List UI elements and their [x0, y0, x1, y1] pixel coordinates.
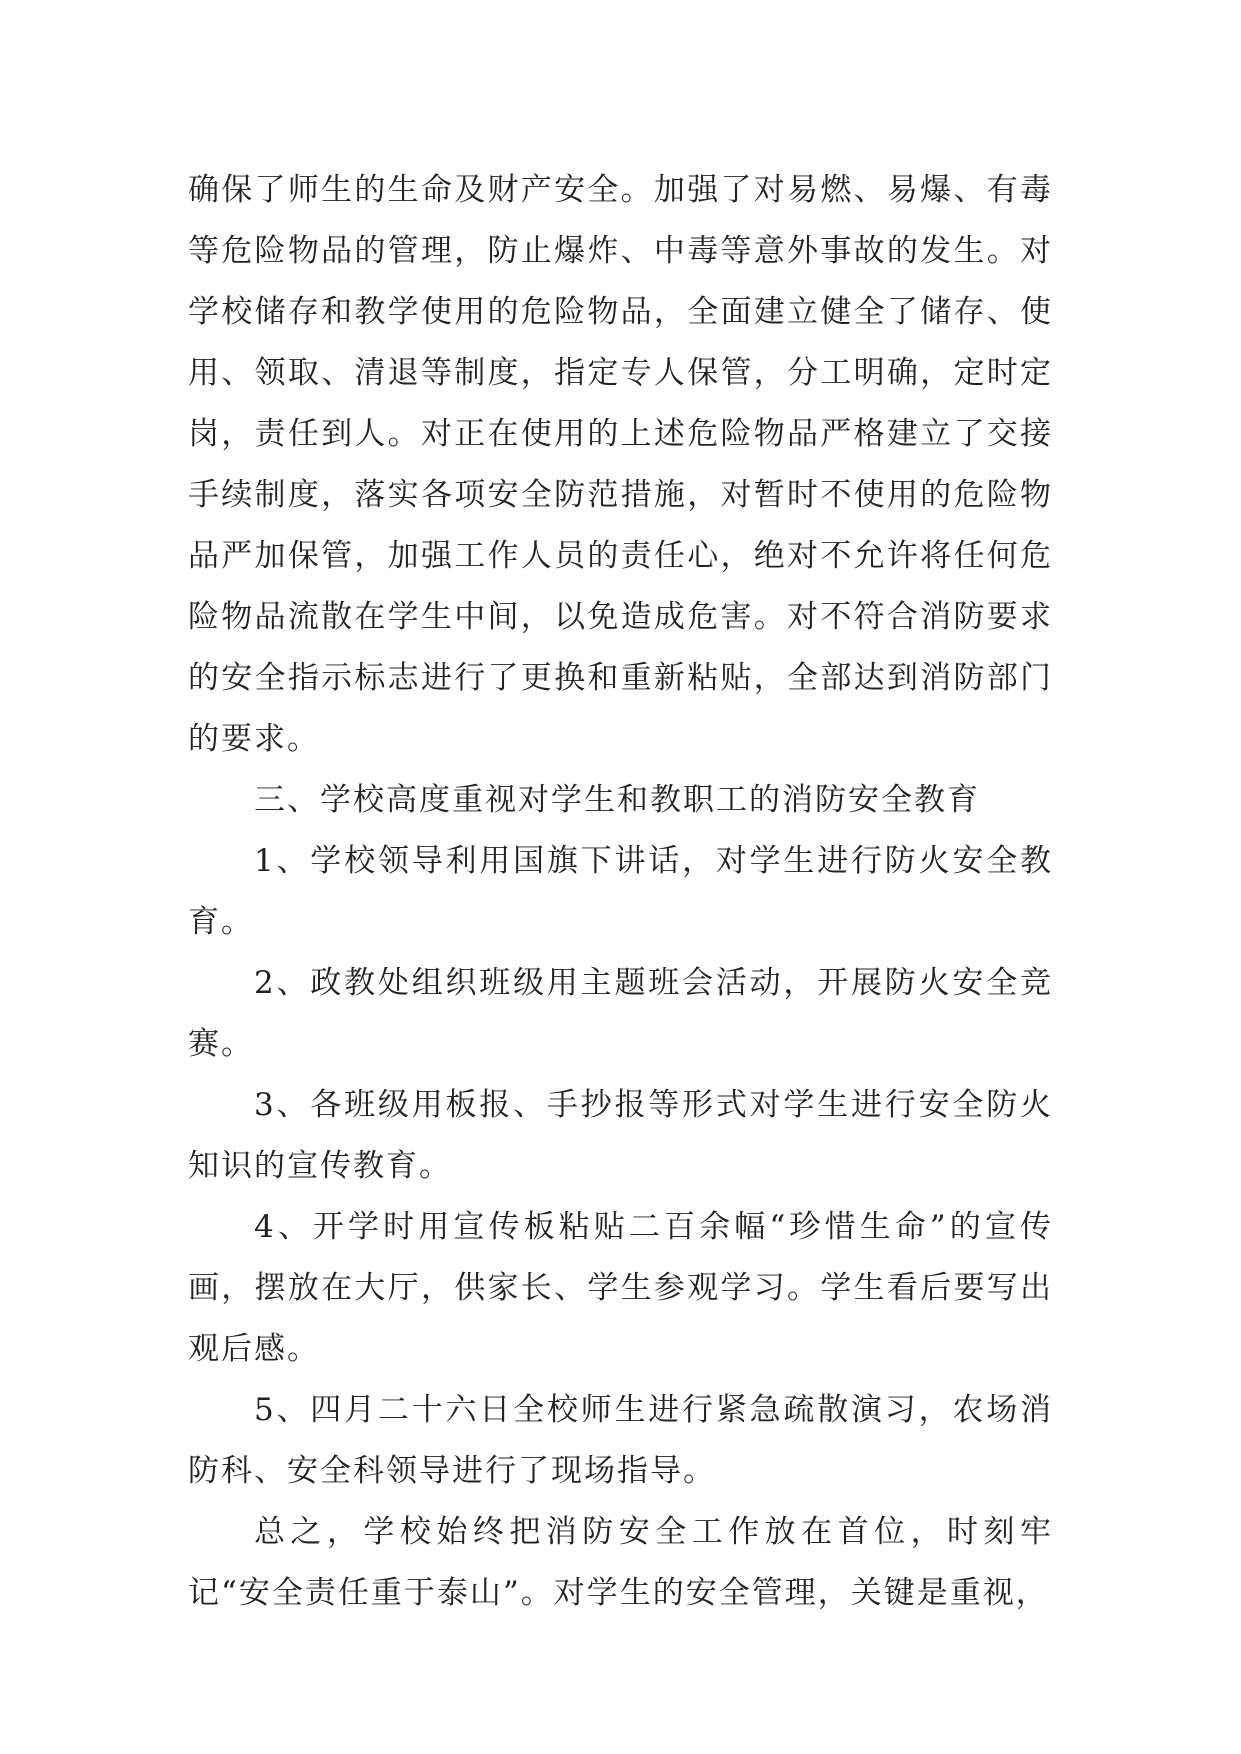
list-item-5: 5、四月二十六日全校师生进行紧急疏散演习，农场消防科、安全科领导进行了现场指导。	[188, 1392, 1053, 1489]
paragraph-continued-safety-management: 确保了师生的生命及财产安全。加强了对易燃、易爆、有毒等危险物品的管理，防止爆炸、中毒等意外事故的发生。对学校储存和教学使用的危险物品，全面建立健全了储存、使用、领取、清退等制度，指定专人保管，分工明确，定时定岗，责任到人。对正在使用的上述危险物品严格建立了交接手续制度，落实各项安全防范措施，对暂时不使用的危险物品严加保管，加强工作人员的责任心，绝对不允许将任何危险物品流散在学生中间，以免造成危害。对不符合消防要求的安全指示标志进行了更换和重新粘贴，全部达到消防部门的要求。	[188, 172, 1053, 757]
paragraph-conclusion: 总之，学校始终把消防安全工作放在首位，时刻牢记“安全责任重于泰山”。对学生的安全管理，关键是重视，	[188, 1514, 1053, 1611]
list-item-4: 4、开学时用宣传板粘贴二百余幅“珍惜生命”的宣传画，摆放在大厅，供家长、学生参观学习。学生看后要写出观后感。	[188, 1209, 1053, 1367]
list-item-3: 3、各班级用板报、手抄报等形式对学生进行安全防火知识的宣传教育。	[188, 1087, 1053, 1184]
document-body	[188, 160, 1053, 1624]
list-item-2: 2、政教处组织班级用主题班会活动，开展防火安全竞赛。	[188, 965, 1053, 1062]
list-item-1: 1、学校领导利用国旗下讲话，对学生进行防火安全教育。	[188, 843, 1053, 940]
section-heading-fire-safety-education: 三、学校高度重视对学生和教职工的消防安全教育	[254, 782, 980, 818]
